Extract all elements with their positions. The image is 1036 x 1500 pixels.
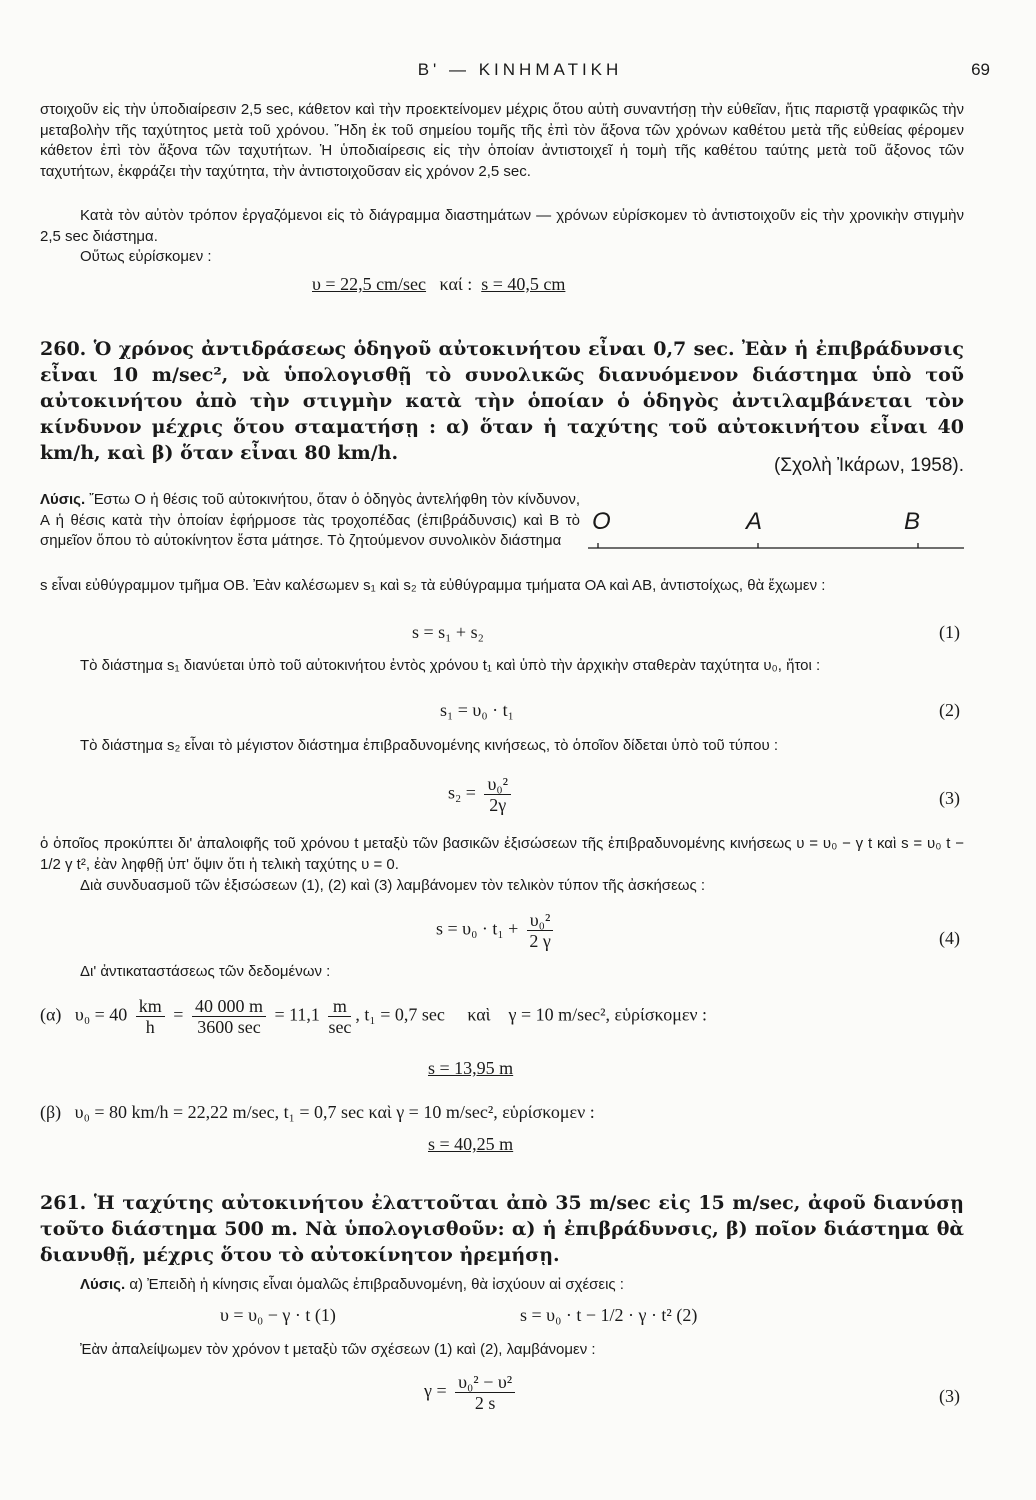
problem-260-source: (Σχολὴ Ἰκάρων, 1958). — [773, 455, 964, 476]
case-a-v0: υ₀ = 40 — [74, 1004, 128, 1025]
case-a-value: = 11,1 — [274, 1004, 320, 1025]
equation-3 — [448, 774, 515, 815]
point-A-label: A — [746, 508, 763, 535]
equation-261-1: υ = υ₀ − γ · t (1) — [220, 1305, 336, 1325]
problem-261 — [40, 1190, 964, 1268]
eq3-lhs: s₂ = — [448, 782, 476, 803]
point-O-label: O — [592, 508, 611, 535]
case-a-unit — [328, 996, 351, 1037]
eq4-denominator: 2 γ — [529, 931, 551, 951]
paragraph-s2: Τὸ διάστημα s₂ εἶναι τὸ μέγιστον διάστημα ἐπιβραδυνομένης κινήσεως, τὸ ὁποῖον δίδεται ὑπὸ τοῦ τύπου : — [80, 737, 779, 754]
eq261-3-lhs: γ = — [424, 1380, 447, 1401]
equation-4-number: (4) — [939, 928, 960, 948]
case-a-kmh — [136, 996, 165, 1037]
eq261-3-numerator: υ₀² − υ² — [455, 1372, 515, 1393]
result-line-1 — [312, 274, 565, 295]
result-and: καί : — [439, 274, 473, 294]
case-a-h: h — [145, 1017, 155, 1037]
equation-1: s = s₁ + s₂ — [412, 622, 484, 642]
case-a-line — [40, 996, 707, 1037]
case-a-km: km — [136, 996, 165, 1017]
problem-261-number: 261. — [40, 1192, 87, 1214]
eq261-3-fraction — [455, 1372, 515, 1413]
paragraph-eliminate: Ἐὰν ἀπαλείψωμεν τὸν χρόνον t μεταξὺ τῶν σχέσεων (1) καὶ (2), λαμβάνομεν : — [80, 1341, 596, 1358]
equation-3-number: (3) — [939, 788, 960, 808]
solution-260-intro2: s εἶναι εὐθύγραμμον τμῆμα ΟΒ. Ἐὰν καλέσωμεν s₁ καὶ s₂ τὰ εὐθύγραμμα τμήματα ΟΑ καὶ ΑΒ, ἀντιστοίχως, θὰ ἔχωμεν : — [40, 577, 826, 594]
page-header — [40, 60, 1000, 84]
paragraph-thus: Οὕτως εὑρίσκομεν : — [80, 248, 212, 265]
case-b-text: υ₀ = 80 km/h = 22,22 m/sec, t₁ = 0,7 sec καὶ γ = 10 m/sec², εὑρίσκομεν : — [74, 1102, 595, 1122]
case-a-result: s = 13,95 m — [428, 1058, 514, 1078]
eq3-denominator: 2γ — [489, 795, 507, 815]
point-B-label: B — [904, 508, 921, 535]
paragraph-combine: Διὰ συνδυασμοῦ τῶν ἐξισώσεων (1), (2) καὶ (3) λαμβάνομεν τὸν τελικὸν τύπον τῆς ἀσκήσεως : — [80, 877, 706, 894]
running-title: Β' — ΚΙΝΗΜΑΤΙΚΗ — [417, 60, 623, 79]
case-a-sec: 3600 sec — [197, 1017, 261, 1037]
result-velocity: υ = 22,5 cm/sec — [312, 274, 427, 294]
equation-1-number: (1) — [939, 622, 960, 642]
problem-260-text: Ὁ χρόνος ἀντιδράσεως ὁδηγοῦ αὐτοκινήτου εἶναι 0,7 sec. Ἐὰν ἡ ἐπιβράδυνσις εἶναι 10 m/sec², νὰ ὑπολογισθῇ τὸ συνολικῶς διανυόμενον διάστημα ὑπὸ τοῦ αὐτοκινήτου ἀπὸ τὴν στιγμὴν κατὰ τὴν ὁποίαν ὁ ὁδηγὸς ἀντιλαμβάνεται τὸν κίνδυνον μέχρις ὅτου σταματήσῃ : α) ὅταν ἡ ταχύτης τοῦ αὐτοκινήτου εἶναι 40 km/h, καὶ β) ὅταν εἶναι 80 km/h. — [40, 338, 964, 464]
equation-2-number: (2) — [939, 700, 960, 720]
case-a-equals: = — [173, 1004, 184, 1025]
problem-260 — [40, 336, 964, 466]
case-b-result: s = 40,25 m — [428, 1134, 514, 1154]
solution-261-intro-text: α) Ἐπειδὴ ἡ κίνησις εἶναι ὁμαλῶς ἐπιβραδυνομένη, θὰ ἰσχύουν αἱ σχέσεις : — [129, 1276, 624, 1293]
case-a-gamma: γ = 10 m/sec², εὑρίσκομεν : — [508, 1004, 708, 1025]
solution-261-label: Λύσις. — [80, 1276, 126, 1293]
solution-260-intro-text: Ἔστω Ο ἡ θέσις τοῦ αὐτοκινήτου, ὅταν ὁ ὁδηγὸς ἀντελήφθη τὸν κίνδυνον, Α ἡ θέσις κατὰ τὴν ὁποίαν ἐφήρμοσε τὰς τροχοπέδας (ἐπιβράδυνσις) καὶ Β τὸ σημεῖον ὅπου τὸ αὐτοκίνητον ἔστα μάτησε. Τὸ ζητούμενον συνολικὸν διάστημα — [40, 491, 581, 549]
problem-261-text: Ἡ ταχύτης αὐτοκινήτου ἐλαττοῦται ἀπὸ 35 m/sec εἰς 15 m/sec, ἀφοῦ διανύσῃ τοῦτο διάστημα 500 m. Νὰ ὑπολογισθοῦν: α) ἡ ἐπιβράδυνσις, β) ποῖον διάστημα θὰ διανυθῇ, μέχρις ὅτου τὸ αὐτοκίνητον ἠρεμήσῃ. — [40, 1192, 964, 1266]
equation-4 — [436, 910, 557, 951]
solution-261-intro — [40, 1275, 964, 1296]
eq3-numerator: υ₀² — [484, 774, 511, 795]
equation-261-3-number: (3) — [939, 1386, 960, 1406]
eq4-fraction — [527, 910, 554, 951]
paragraph-continuation: στοιχοῦν εἰς τὴν ὑποδιαίρεσιν 2,5 sec, κάθετον καὶ τὴν προεκτείνομεν μέχρις ὅτου αὐτὴ συναντήσῃ τὴν εὐθεῖαν, ἥτις παριστᾷ γραφικῶς τὴν μεταβολὴν τῆς ταχύτητος μετὰ τοῦ χρόνου. Ἤδη ἐκ τοῦ σημείου τομῆς τῆς ἐπὶ τὸν ἄξονα τῶν χρόνων καθέτου μετὰ τῆς εὐθείας φέρομεν κάθετον ἐπὶ τὸν ἄξονα τῶν ταχυτήτων. Ἡ ὑποδιαίρεσις εἰς τὴν ὁποίαν ἀντιστοιχεῖ ἡ τομὴ τῆς καθέτου ταύτης μετὰ τοῦ ἄξονος τῶν ταχυτήτων, ἐκφράζει τὴν ταχύτητα, τὴν ἀντιστοιχοῦσαν εἰς χρόνον 2,5 sec. — [40, 101, 964, 180]
solution-label: Λύσις. — [40, 491, 86, 508]
equation-261-2: s = υ₀ · t − 1/2 · γ · t² (2) — [520, 1305, 698, 1325]
document-page — [40, 0, 1000, 1500]
paragraph-diagram-method: Κατὰ τὸν αὐτὸν τρόπον ἐργαζόμενοι εἰς τὸ διάγραμμα διαστημάτων — χρόνων εὑρίσκομεν τὸ ἀντιστοιχοῦν εἰς τὴν χρονικὴν στιγμὴν 2,5 sec διάστημα. — [40, 207, 964, 245]
case-a-unit-sec: sec — [328, 1017, 352, 1037]
case-a-t1: , t₁ = 0,7 sec — [355, 1004, 445, 1025]
equation-2: s₁ = υ₀ · t₁ — [440, 700, 514, 720]
case-a-kai: καὶ — [467, 1004, 491, 1025]
eq261-3-denominator: 2 s — [474, 1393, 496, 1413]
case-b-line — [40, 1102, 595, 1123]
case-b-label: (β) — [40, 1102, 62, 1122]
solution-260-intro — [40, 490, 580, 552]
paragraph-derivation: ὁ ὁποῖος προκύπτει δι' ἀπαλοιφῆς τοῦ χρόνου t μεταξὺ τῶν βασικῶν ἐξισώσεων τῆς ἐπιβραδυνομένης κινήσεως υ = υ₀ − γ t καὶ s = υ₀ t − 1/2 γ t², ἐὰν ληφθῇ ὑπ' ὄψιν ὅτι ἡ τελικὴ ταχύτης υ = 0. — [40, 835, 964, 873]
eq4-lhs: s = υ₀ · t₁ + — [436, 918, 519, 939]
paragraph-substitution: Δι' ἀντικαταστάσεως τῶν δεδομένων : — [80, 963, 331, 980]
case-a-m: 40 000 m — [192, 996, 266, 1017]
case-a-label: (α) — [40, 1004, 62, 1025]
eq3-fraction — [484, 774, 511, 815]
eq4-numerator: υ₀² — [527, 910, 554, 931]
case-a-conversion — [192, 996, 266, 1037]
result-distance: s = 40,5 cm — [481, 274, 566, 294]
page-number: 69 — [971, 60, 990, 79]
equation-261-3 — [424, 1372, 519, 1413]
case-a-unit-m: m — [328, 996, 351, 1017]
problem-260-number: 260. — [40, 338, 87, 360]
paragraph-s1: Τὸ διάστημα s₁ διανύεται ὑπὸ τοῦ αὐτοκινήτου ἐντὸς χρόνου t₁ καὶ ὑπὸ τὴν ἀρχικὴν σταθερὰν ταχύτητα υ₀, ἤτοι : — [80, 657, 821, 674]
